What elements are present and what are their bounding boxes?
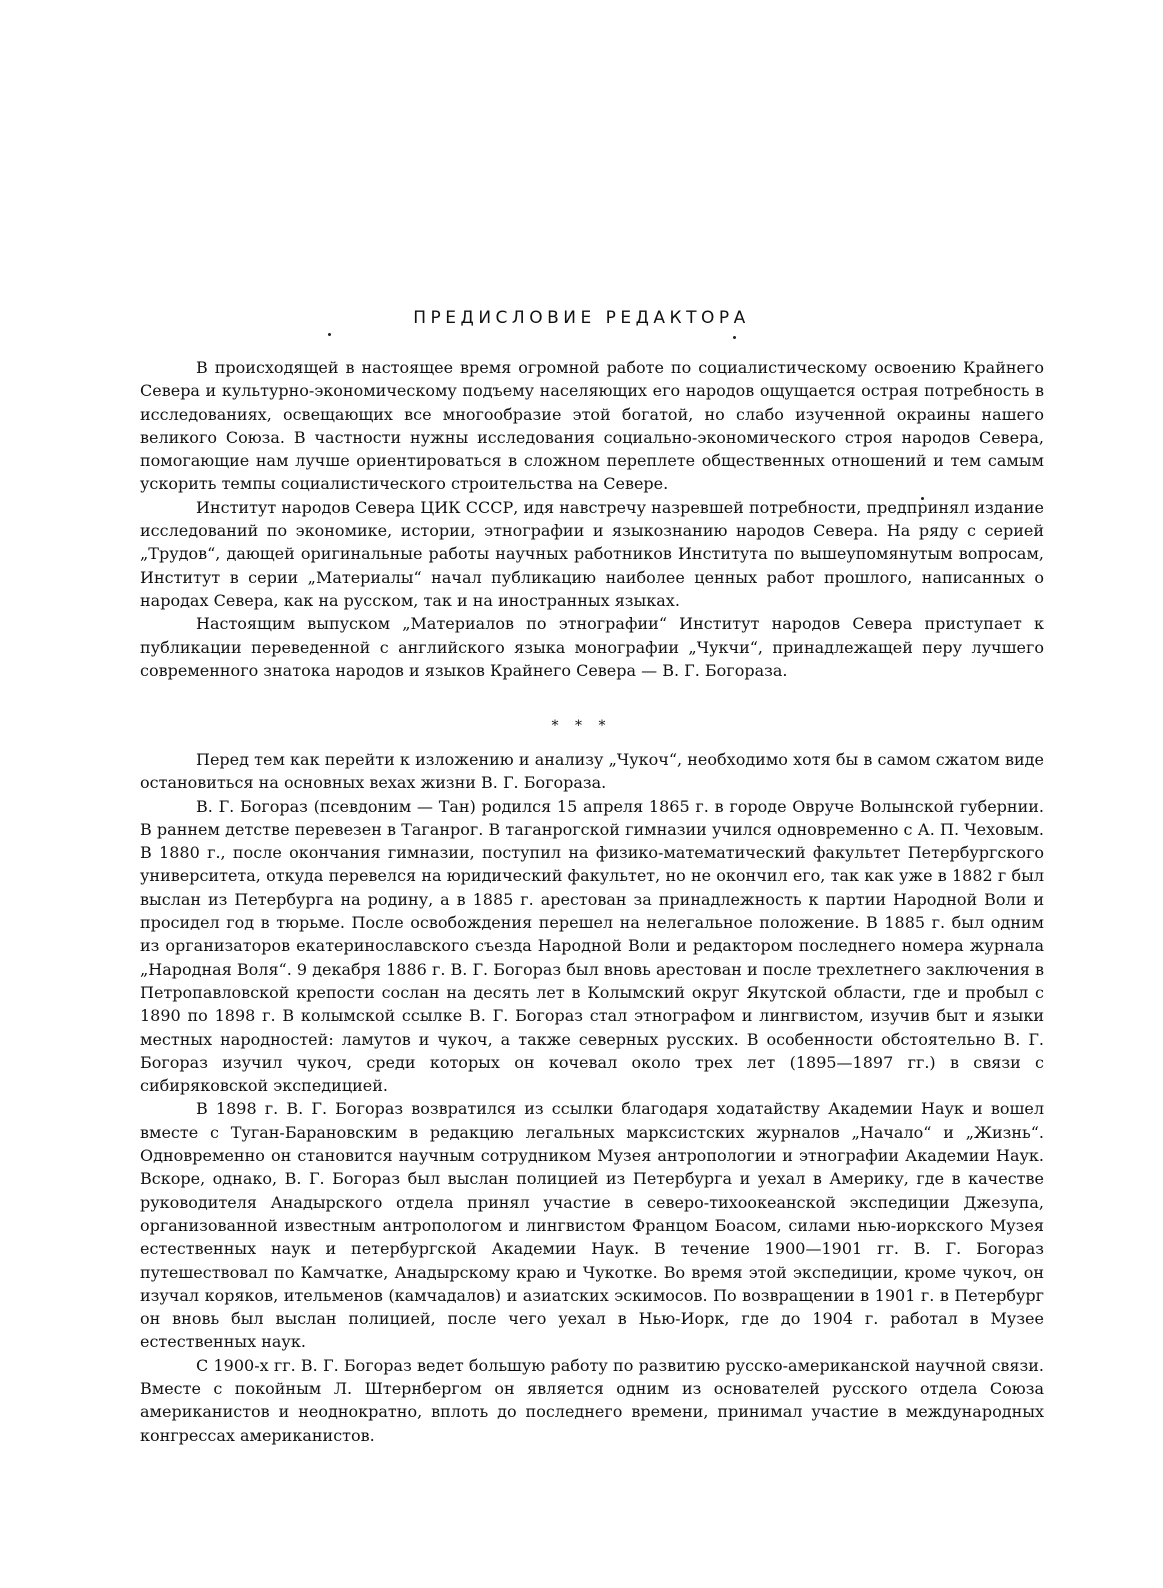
scan-speck [328,333,331,336]
paragraph: В. Г. Богораз (псевдоним — Тан) родился 15 апреля 1865 г. в городе Овруче Волынской губернии. В раннем детстве перевезен в Таганрог. В таганрогской гимназии учился одновременно с А. П. Чеховым. В 1880 г., после окончания гимназии, поступил на физико-математический факультет Петербургского университета, откуда перевелся на юридический факультет, но не окончил его, так как уже в 1882 г был выслан из Петербурга на родину, а в 1885 г. арестован за принадлежность к партии Народной Воли и просидел год в тюрьме. После освобождения перешел на нелегальное положение. В 1885 г. был одним из организаторов екатеринославского съезда Народной Воли и редактором последнего номера журнала „Народная Воля“. 9 декабря 1886 г. В. Г. Богораз был вновь арестован и после трехлетнего заключения в Петропавловской крепости сослан на десять лет в Колымский округ Якутской области, где и пробыл с 1890 по 1898 г. В колымской ссылке В. Г. Богораз стал этнографом и лингвистом, изучив быт и языки местных народностей: ламутов и чукоч, а также северных русских. В особенности обстоятельно В. Г. Богораз изучил чукоч, среди которых он кочевал около трех лет (1895—1897 гг.) в связи с сибиряковской экспедицией. [140,796,1044,1096]
paragraph: В 1898 г. В. Г. Богораз возвратился из ссылки благодаря ходатайству Академии Наук и вошел вместе с Туган-Барановским в редакцию легальных марксистских журналов „Начало“ и „Жизнь“. Одновременно он становится научным сотрудником Музея антропологии и этнографии Академии Наук. Вскоре, однако, В. Г. Богораз был выслан полицией из Петербурга и уехал в Америку, где в качестве руководителя Анадырского отдела принял участие в северо-тихоокеанской экспедиции Джезупа, организованной известным антропологом и лингвистом Францом Боасом, силами нью-иоркского Музея естественных наук и петербургской Академии Наук. В течение 1900—1901 гг. В. Г. Богораз путешествовал по Камчатке, Анадырскому краю и Чукотке. Во время этой экспедиции, кроме чукоч, он изучал коряков, ительменов (камчадалов) и азиатских эскимосов. По возвращении в 1901 г. в Петербург он вновь был выслан полицией, после чего уехал в Нью-Иорк, где до 1904 г. работал в Музее естественных наук. [140,1099,1044,1352]
paragraph: С 1900-х гг. В. Г. Богораз ведет большую работу по развитию русско-американской научной связи. Вместе с покойным Л. Штернбергом он является одним из основателей русского отдела Союза американистов и неоднократно, вплоть до последнего времени, принимал участие в международных конгрессах американистов. [140,1355,1044,1445]
paragraph: В происходящей в настоящее время огромной работе по социалистическому освоению Крайнего Севера и культурно-экономическому подъему населяющих его народов ощущается острая потребность в исследованиях, освещающих все многообразие этой богатой, но слабо изученной окраины нашего великого Союза. В частности нужны исследования социально-экономического строя народов Севера, помогающие нам лучше ориентироваться в сложном переплете общественных отношений и тем самым ускорить темпы социалистического строительства на Севере. [140,358,1044,494]
preface-section-2 [140,748,1044,1447]
scan-speck [733,336,736,339]
paragraph: Настоящим выпуском „Материалов по этнографии“ Институт народов Севера приступает к публикации переведенной с английского языка монографии „Чукчи“, принадлежащей перу лучшего современного знатока народов и языков Крайнего Севера — В. Г. Богораза. [140,614,1044,680]
paragraph: Перед тем как перейти к изложению и анализу „Чукоч“, необходимо хотя бы в самом сжатом виде остановиться на основных вехах жизни В. Г. Богораза. [140,750,1044,793]
asterism-divider: * * * [551,718,612,734]
paragraph: Институт народов Севера ЦИК СССР, идя навстречу назревшей потребности, предпринял издание исследований по экономике, истории, этнографии и языкознанию народов Севера. На ряду с серией „Трудов“, дающей оригинальные работы научных работников Института по вышеупомянутым вопросам, Институт в серии „Материалы“ начал публикацию наиболее ценных работ прошлого, написанных о народах Севера, как на русском, так и на иностранных языках. [140,497,1044,610]
page-title: ПРЕДИСЛОВИЕ РЕДАКТОРА [413,308,750,328]
preface-section-1 [140,356,1044,682]
